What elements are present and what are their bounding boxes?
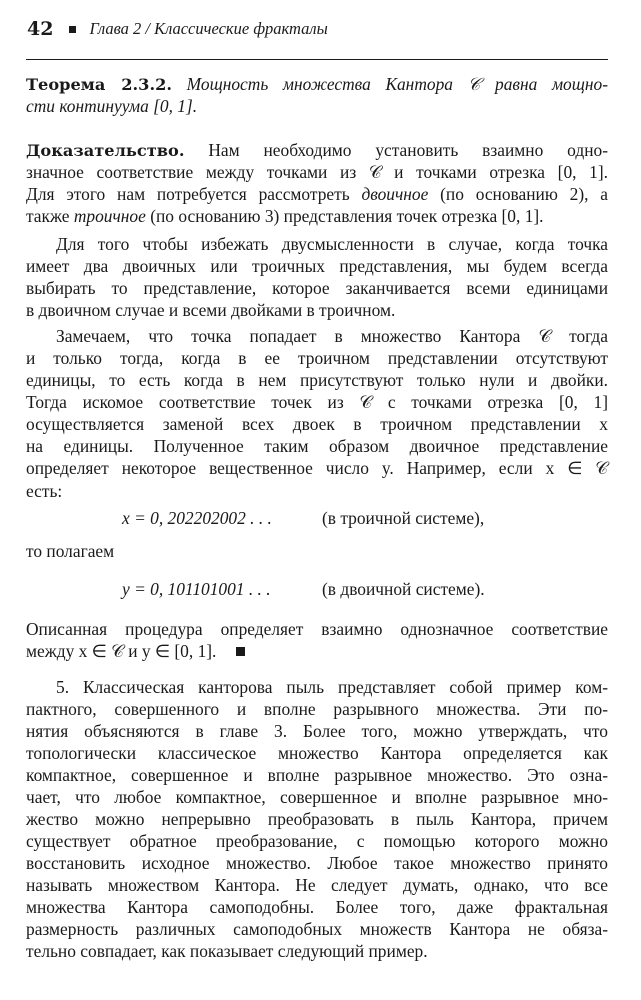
remark-line-7: жество можно непрерывно преобразовать в пыль Кантора, причем [26,809,608,829]
p3-line-3: единицы, то есть когда в нем присутствуют только нули и двойки. [26,370,608,390]
proof-text-4b: (по основанию 3) представления точек отрезка [0, 1]. [150,206,544,226]
p3-line-2: и только тогда, когда в ее троичном представлении отсутствуют [26,348,608,368]
remark-line-6: чает, что любое компактное, совершенное и вполне разрывное мно- [26,787,608,807]
proof-line-2: значное соответствие между точками из 𝒞 и точками отрезка [0, 1]. [26,162,608,182]
proof-text-4a: также [26,206,70,226]
proof-line-4 [26,205,608,227]
formula-binary-expr: y = 0, 101101001 . . . [122,579,271,599]
formula-ternary-expr: x = 0, 202202002 . . . [122,508,272,528]
remark-line-3: нятия объясняются в главе 3. Более того, можно утверждать, что [26,721,608,741]
theorem-line-2: сти континуума [0, 1]. [26,96,198,116]
proof-label: Доказательство. [26,141,185,160]
p2-line-3: выбирать то представление, которое заканчивается всеми единицами [26,278,608,298]
p3-line-6: на единицы. Полученное таким образом двоичное представление [26,436,608,456]
square-bullet-icon [69,26,76,33]
proof-line-3 [26,183,608,205]
between-formulas: то полагаем [26,541,115,561]
p2-line-2: имеет два двоичных или троичных представления, мы будем всегда [26,256,608,276]
proof-line-1 [26,139,608,162]
p4-line-2 [26,640,245,662]
formula-binary-note: (в двоичной системе). [322,579,485,599]
remark-line-1: 5. Классическая канторова пыль представляет собой пример ком- [56,677,608,697]
remark-line-11: множества Кантора самоподобны. Более того, даже фрактальная [26,897,608,917]
theorem-line-1 [26,73,608,96]
remark-line-9: восстановить исходное множество. Любое такое множество принято [26,853,608,873]
remark-line-10: называть множеством Кантора. Не следует думать, однако, что все [26,875,608,895]
p3-line-1: Замечаем, что точка попадает в множество Кантора 𝒞 тогда [56,326,608,346]
p3-line-8: есть: [26,481,63,501]
remark-line-8: существует обратное преобразование, с помощью которого можно [26,831,608,851]
formula-ternary-note: (в троичной системе), [322,508,485,528]
remark-line-5: компактное, совершенное и вполне разрывное множество. Это озна- [26,765,608,785]
formula-ternary [122,507,272,529]
running-head: Глава 2 / Классические фракталы [89,19,328,38]
p2-line-4: в двоичном случае и всеми двойками в троичном. [26,300,396,320]
theorem-label: Теорема 2.3.2. [26,75,172,94]
term-ternary: троичное [73,206,146,226]
proof-text-3b: (по основанию 2), а [440,184,608,204]
remark-line-2: пактного, совершенного и вполне разрывного множества. Эти по- [26,699,608,719]
theorem-text-1: Мощность множества Кантора 𝒞 равна мощно- [186,74,608,94]
header-rule [26,59,608,60]
page-number: 42 [27,18,54,40]
p4-text-2: между x ∈ 𝒞 и y ∈ [0, 1]. [26,641,217,661]
formula-binary [122,578,271,600]
p2-line-1: Для того чтобы избежать двусмысленности в случае, когда точка [56,234,608,254]
remark-line-12: размерность различных самоподобных множеств Кантора не обяза- [26,919,608,939]
p3-line-5: осуществляется заменой всех двоек в троичном представлении x [26,414,608,434]
proof-text-1: Нам необходимо установить взаимно одно- [208,140,608,160]
remark-line-13: тельно совпадает, как показывает следующий пример. [26,941,428,961]
p3-line-4: Тогда искомое соответствие точек из 𝒞 с точками отрезка [0, 1] [26,392,608,412]
term-binary: двоичное [361,184,429,204]
p4-line-1: Описанная процедура определяет взаимно однозначное соответствие [26,619,608,639]
page-header [27,14,328,44]
p3-line-7: определяет некоторое вещественное число y. Например, если x ∈ 𝒞 [26,458,608,478]
proof-text-3a: Для этого нам потребуется рассмотреть [26,184,350,204]
qed-square-icon [236,647,245,656]
remark-line-4: топологически классическое множество Кантора определяется как [26,743,608,763]
